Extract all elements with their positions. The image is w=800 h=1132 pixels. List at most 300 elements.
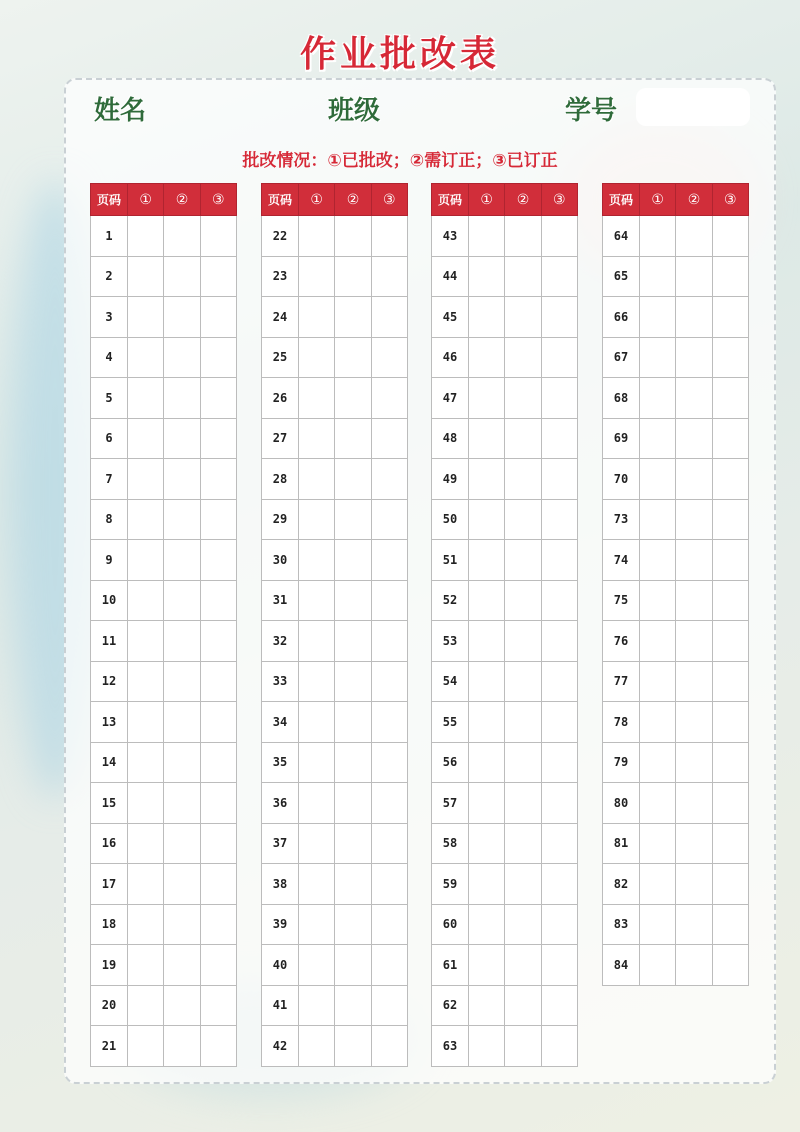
status-3-cell[interactable] [541, 1026, 577, 1067]
status-3-cell[interactable] [712, 945, 748, 986]
status-2-cell[interactable] [676, 540, 712, 581]
status-1-cell[interactable] [128, 1026, 164, 1067]
status-2-cell[interactable] [676, 621, 712, 662]
status-3-cell[interactable] [541, 418, 577, 459]
status-3-cell[interactable] [371, 459, 407, 500]
status-2-cell[interactable] [164, 742, 200, 783]
status-3-cell[interactable] [541, 661, 577, 702]
status-1-cell[interactable] [299, 783, 335, 824]
status-2-cell[interactable] [676, 418, 712, 459]
status-3-cell[interactable] [371, 1026, 407, 1067]
status-3-cell[interactable] [371, 256, 407, 297]
status-2-cell[interactable] [505, 418, 541, 459]
status-3-cell[interactable] [712, 580, 748, 621]
student-id-field[interactable] [636, 88, 750, 126]
status-2-cell[interactable] [164, 783, 200, 824]
grading-table-4 [602, 183, 749, 986]
status-3-cell[interactable] [541, 499, 577, 540]
status-3-cell[interactable] [541, 378, 577, 419]
status-2-cell[interactable] [335, 985, 371, 1026]
status-3-cell[interactable] [541, 540, 577, 581]
status-1-cell[interactable] [640, 216, 676, 257]
table-row [432, 459, 578, 500]
status-3-cell[interactable] [541, 985, 577, 1026]
status-3-cell[interactable] [200, 783, 236, 824]
status-3-cell[interactable] [371, 540, 407, 581]
status-2-cell[interactable] [676, 702, 712, 743]
status-1-cell[interactable] [640, 337, 676, 378]
status-1-cell[interactable] [128, 499, 164, 540]
status-3-cell[interactable] [200, 540, 236, 581]
status-2-cell[interactable] [164, 864, 200, 905]
status-2-cell[interactable] [505, 864, 541, 905]
status-2-cell[interactable] [335, 297, 371, 338]
status-2-cell[interactable] [164, 297, 200, 338]
status-3-cell[interactable] [541, 864, 577, 905]
status-1-cell[interactable] [299, 702, 335, 743]
status-1-cell[interactable] [640, 661, 676, 702]
status-1-cell[interactable] [469, 580, 505, 621]
status-2-cell[interactable] [335, 742, 371, 783]
status-1-cell[interactable] [640, 823, 676, 864]
status-2-cell[interactable] [505, 661, 541, 702]
status-3-cell[interactable] [371, 216, 407, 257]
status-2-cell[interactable] [335, 540, 371, 581]
status-3-cell[interactable] [371, 904, 407, 945]
status-1-cell[interactable] [128, 256, 164, 297]
page-number-cell: 20 [91, 985, 128, 1026]
status-3-cell[interactable] [712, 297, 748, 338]
status-3-cell[interactable] [200, 864, 236, 905]
status-1-cell[interactable] [640, 540, 676, 581]
status-2-cell[interactable] [505, 742, 541, 783]
status-3-cell[interactable] [541, 945, 577, 986]
status-2-cell[interactable] [505, 945, 541, 986]
status-3-cell[interactable] [200, 459, 236, 500]
status-3-cell[interactable] [200, 580, 236, 621]
status-3-cell[interactable] [200, 418, 236, 459]
status-1-cell[interactable] [128, 945, 164, 986]
status-1-cell[interactable] [469, 904, 505, 945]
status-3-cell[interactable] [371, 580, 407, 621]
status-3-cell[interactable] [712, 540, 748, 581]
status-3-cell[interactable] [712, 661, 748, 702]
status-1-cell[interactable] [299, 256, 335, 297]
status-2-cell[interactable] [676, 945, 712, 986]
status-1-header: ① [128, 184, 164, 216]
status-1-cell[interactable] [469, 216, 505, 257]
status-2-cell[interactable] [676, 580, 712, 621]
table-row [91, 1026, 237, 1067]
status-2-cell[interactable] [164, 418, 200, 459]
status-1-cell[interactable] [128, 742, 164, 783]
status-2-cell[interactable] [676, 783, 712, 824]
status-1-cell[interactable] [299, 297, 335, 338]
status-1-cell[interactable] [128, 864, 164, 905]
table-row [432, 1026, 578, 1067]
status-3-cell[interactable] [541, 783, 577, 824]
status-3-cell[interactable] [371, 337, 407, 378]
status-2-cell[interactable] [505, 702, 541, 743]
name-field[interactable] [164, 88, 314, 126]
table-row [91, 297, 237, 338]
status-1-cell[interactable] [640, 256, 676, 297]
page-number-cell: 34 [262, 702, 299, 743]
status-2-cell[interactable] [505, 216, 541, 257]
page-number-cell: 42 [262, 1026, 299, 1067]
status-1-cell[interactable] [299, 378, 335, 419]
status-2-cell[interactable] [335, 823, 371, 864]
status-2-cell[interactable] [164, 621, 200, 662]
status-1-cell[interactable] [640, 499, 676, 540]
status-3-cell[interactable] [200, 823, 236, 864]
status-3-cell[interactable] [371, 661, 407, 702]
status-2-cell[interactable] [505, 378, 541, 419]
status-2-cell[interactable] [335, 337, 371, 378]
status-1-cell[interactable] [299, 580, 335, 621]
status-1-cell[interactable] [469, 337, 505, 378]
status-3-cell[interactable] [712, 742, 748, 783]
status-2-cell[interactable] [505, 256, 541, 297]
status-1-cell[interactable] [299, 742, 335, 783]
status-3-cell[interactable] [712, 337, 748, 378]
status-2-cell[interactable] [676, 864, 712, 905]
status-3-cell[interactable] [541, 337, 577, 378]
status-2-cell[interactable] [335, 499, 371, 540]
table-row [91, 621, 237, 662]
status-2-cell[interactable] [164, 378, 200, 419]
status-2-header: ② [335, 184, 371, 216]
table-row [262, 418, 408, 459]
status-2-cell[interactable] [335, 904, 371, 945]
status-1-cell[interactable] [299, 337, 335, 378]
status-3-cell[interactable] [712, 904, 748, 945]
table-row [603, 216, 749, 257]
status-2-cell[interactable] [164, 580, 200, 621]
status-2-cell[interactable] [335, 256, 371, 297]
status-3-cell[interactable] [712, 621, 748, 662]
page-number-cell: 66 [603, 297, 640, 338]
page-number-cell: 16 [91, 823, 128, 864]
status-3-cell[interactable] [371, 621, 407, 662]
status-1-cell[interactable] [299, 621, 335, 662]
status-3-cell[interactable] [712, 702, 748, 743]
status-3-cell[interactable] [371, 418, 407, 459]
status-1-cell[interactable] [469, 1026, 505, 1067]
status-3-cell[interactable] [712, 823, 748, 864]
status-1-cell[interactable] [128, 904, 164, 945]
status-3-cell[interactable] [371, 297, 407, 338]
status-3-cell[interactable] [541, 904, 577, 945]
table-row [262, 864, 408, 905]
status-1-cell[interactable] [299, 499, 335, 540]
status-2-cell[interactable] [164, 499, 200, 540]
status-2-cell[interactable] [505, 823, 541, 864]
status-2-cell[interactable] [164, 256, 200, 297]
status-3-cell[interactable] [200, 337, 236, 378]
status-3-cell[interactable] [541, 621, 577, 662]
status-3-cell[interactable] [200, 742, 236, 783]
status-3-cell[interactable] [712, 256, 748, 297]
status-2-cell[interactable] [505, 459, 541, 500]
page-number-cell: 26 [262, 378, 299, 419]
table-row [432, 297, 578, 338]
status-1-cell[interactable] [640, 580, 676, 621]
status-1-cell[interactable] [299, 904, 335, 945]
status-3-cell[interactable] [371, 823, 407, 864]
status-2-cell[interactable] [164, 904, 200, 945]
status-2-cell[interactable] [505, 297, 541, 338]
status-1-cell[interactable] [128, 418, 164, 459]
status-2-cell[interactable] [335, 864, 371, 905]
status-1-cell[interactable] [469, 783, 505, 824]
status-1-cell[interactable] [469, 378, 505, 419]
status-2-cell[interactable] [676, 499, 712, 540]
status-3-cell[interactable] [200, 661, 236, 702]
status-2-cell[interactable] [505, 499, 541, 540]
status-1-cell[interactable] [469, 823, 505, 864]
status-2-cell[interactable] [335, 621, 371, 662]
status-2-cell[interactable] [676, 297, 712, 338]
status-3-cell[interactable] [541, 256, 577, 297]
status-2-cell[interactable] [676, 823, 712, 864]
status-3-cell[interactable] [371, 783, 407, 824]
status-1-cell[interactable] [128, 580, 164, 621]
status-1-cell[interactable] [469, 985, 505, 1026]
status-2-cell[interactable] [164, 661, 200, 702]
status-2-cell[interactable] [335, 378, 371, 419]
class-label: 班级 [328, 96, 381, 126]
status-2-cell[interactable] [164, 459, 200, 500]
table-row [432, 783, 578, 824]
table-row [91, 216, 237, 257]
status-1-cell[interactable] [128, 661, 164, 702]
status-1-cell[interactable] [640, 378, 676, 419]
page-number-cell: 50 [432, 499, 469, 540]
status-3-cell[interactable] [541, 823, 577, 864]
page-number-cell: 32 [262, 621, 299, 662]
page-number-cell: 67 [603, 337, 640, 378]
status-3-cell[interactable] [200, 216, 236, 257]
status-1-cell[interactable] [128, 540, 164, 581]
page-number-cell: 81 [603, 823, 640, 864]
status-1-cell[interactable] [299, 540, 335, 581]
page-number-cell: 80 [603, 783, 640, 824]
status-2-cell[interactable] [676, 742, 712, 783]
status-2-cell[interactable] [676, 337, 712, 378]
status-2-cell[interactable] [676, 378, 712, 419]
status-2-cell[interactable] [164, 1026, 200, 1067]
page-number-cell: 84 [603, 945, 640, 986]
table-row [432, 621, 578, 662]
status-1-cell[interactable] [128, 459, 164, 500]
status-1-cell[interactable] [640, 904, 676, 945]
status-1-cell[interactable] [469, 702, 505, 743]
table-row [603, 256, 749, 297]
status-3-cell[interactable] [200, 256, 236, 297]
status-2-cell[interactable] [676, 256, 712, 297]
status-1-cell[interactable] [469, 742, 505, 783]
status-2-cell[interactable] [164, 702, 200, 743]
status-3-cell[interactable] [371, 742, 407, 783]
status-3-cell[interactable] [712, 216, 748, 257]
status-1-cell[interactable] [640, 864, 676, 905]
status-2-cell[interactable] [335, 945, 371, 986]
status-2-cell[interactable] [505, 337, 541, 378]
table-row [262, 256, 408, 297]
status-1-cell[interactable] [299, 985, 335, 1026]
status-3-cell[interactable] [541, 580, 577, 621]
status-3-cell[interactable] [200, 1026, 236, 1067]
status-2-cell[interactable] [505, 1026, 541, 1067]
status-3-cell[interactable] [371, 499, 407, 540]
table-row [91, 378, 237, 419]
status-3-header: ③ [712, 184, 748, 216]
status-3-cell[interactable] [200, 904, 236, 945]
status-1-cell[interactable] [128, 621, 164, 662]
status-1-cell[interactable] [640, 418, 676, 459]
status-3-cell[interactable] [712, 418, 748, 459]
status-3-cell[interactable] [200, 378, 236, 419]
page-number-cell: 69 [603, 418, 640, 459]
status-1-cell[interactable] [128, 216, 164, 257]
table-row [603, 864, 749, 905]
status-1-cell[interactable] [299, 945, 335, 986]
page-number-cell: 33 [262, 661, 299, 702]
status-1-cell[interactable] [469, 661, 505, 702]
status-3-cell[interactable] [712, 378, 748, 419]
status-1-cell[interactable] [299, 864, 335, 905]
class-field[interactable] [398, 88, 548, 126]
status-1-cell[interactable] [640, 621, 676, 662]
status-1-cell[interactable] [128, 337, 164, 378]
status-2-cell[interactable] [335, 216, 371, 257]
table-row [603, 297, 749, 338]
status-2-cell[interactable] [335, 418, 371, 459]
page-number-cell: 55 [432, 702, 469, 743]
status-1-cell[interactable] [299, 661, 335, 702]
status-1-cell[interactable] [469, 540, 505, 581]
status-2-cell[interactable] [505, 783, 541, 824]
status-1-cell[interactable] [640, 459, 676, 500]
status-1-cell[interactable] [299, 459, 335, 500]
status-3-cell[interactable] [200, 945, 236, 986]
status-1-cell[interactable] [299, 823, 335, 864]
status-2-cell[interactable] [164, 823, 200, 864]
status-1-cell[interactable] [469, 256, 505, 297]
status-3-cell[interactable] [712, 783, 748, 824]
status-3-cell[interactable] [712, 499, 748, 540]
page-column-header: 页码 [603, 184, 640, 216]
page-number-cell: 75 [603, 580, 640, 621]
status-3-cell[interactable] [371, 945, 407, 986]
table-row [91, 580, 237, 621]
status-3-cell[interactable] [371, 864, 407, 905]
table-row [262, 580, 408, 621]
status-3-cell[interactable] [541, 702, 577, 743]
status-1-cell[interactable] [128, 378, 164, 419]
status-3-cell[interactable] [541, 216, 577, 257]
status-2-cell[interactable] [335, 702, 371, 743]
status-3-cell[interactable] [200, 297, 236, 338]
status-1-cell[interactable] [640, 742, 676, 783]
status-2-cell[interactable] [335, 459, 371, 500]
status-1-cell[interactable] [469, 499, 505, 540]
status-2-cell[interactable] [676, 216, 712, 257]
status-1-cell[interactable] [299, 216, 335, 257]
status-1-cell[interactable] [640, 702, 676, 743]
page-number-cell: 46 [432, 337, 469, 378]
status-2-cell[interactable] [335, 783, 371, 824]
page-number-cell: 45 [432, 297, 469, 338]
status-2-cell[interactable] [335, 661, 371, 702]
page-number-cell: 78 [603, 702, 640, 743]
status-2-cell[interactable] [505, 621, 541, 662]
status-1-cell[interactable] [128, 297, 164, 338]
status-3-cell[interactable] [200, 702, 236, 743]
status-1-cell[interactable] [299, 1026, 335, 1067]
status-1-cell[interactable] [128, 702, 164, 743]
status-2-cell[interactable] [164, 337, 200, 378]
status-1-cell[interactable] [640, 945, 676, 986]
status-2-cell[interactable] [164, 945, 200, 986]
status-3-cell[interactable] [200, 621, 236, 662]
status-2-cell[interactable] [164, 216, 200, 257]
status-2-cell[interactable] [676, 459, 712, 500]
status-1-cell[interactable] [128, 985, 164, 1026]
status-1-cell[interactable] [469, 459, 505, 500]
status-3-cell[interactable] [712, 864, 748, 905]
status-3-cell[interactable] [712, 459, 748, 500]
status-1-cell[interactable] [128, 783, 164, 824]
status-2-cell[interactable] [505, 540, 541, 581]
grading-table-1 [90, 183, 237, 1067]
status-1-cell[interactable] [469, 864, 505, 905]
status-2-cell[interactable] [676, 904, 712, 945]
status-2-cell[interactable] [164, 985, 200, 1026]
status-2-cell[interactable] [505, 904, 541, 945]
status-3-cell[interactable] [200, 985, 236, 1026]
status-1-cell[interactable] [299, 418, 335, 459]
status-2-cell[interactable] [505, 985, 541, 1026]
page-number-cell: 19 [91, 945, 128, 986]
status-1-cell[interactable] [469, 945, 505, 986]
status-3-cell[interactable] [200, 499, 236, 540]
status-3-cell[interactable] [371, 702, 407, 743]
status-2-cell[interactable] [335, 580, 371, 621]
status-1-cell[interactable] [128, 823, 164, 864]
status-1-cell[interactable] [469, 418, 505, 459]
status-1-cell[interactable] [640, 783, 676, 824]
status-2-cell[interactable] [164, 540, 200, 581]
status-2-cell[interactable] [676, 661, 712, 702]
table-row [603, 823, 749, 864]
status-2-cell[interactable] [335, 1026, 371, 1067]
table-row [262, 621, 408, 662]
status-3-cell[interactable] [541, 297, 577, 338]
status-3-cell[interactable] [371, 985, 407, 1026]
status-3-cell[interactable] [371, 378, 407, 419]
status-2-cell[interactable] [505, 580, 541, 621]
status-3-cell[interactable] [541, 459, 577, 500]
status-1-cell[interactable] [640, 297, 676, 338]
page-number-cell: 52 [432, 580, 469, 621]
status-1-cell[interactable] [469, 621, 505, 662]
status-3-cell[interactable] [541, 742, 577, 783]
table-row [432, 702, 578, 743]
status-1-cell[interactable] [469, 297, 505, 338]
table-row [91, 499, 237, 540]
